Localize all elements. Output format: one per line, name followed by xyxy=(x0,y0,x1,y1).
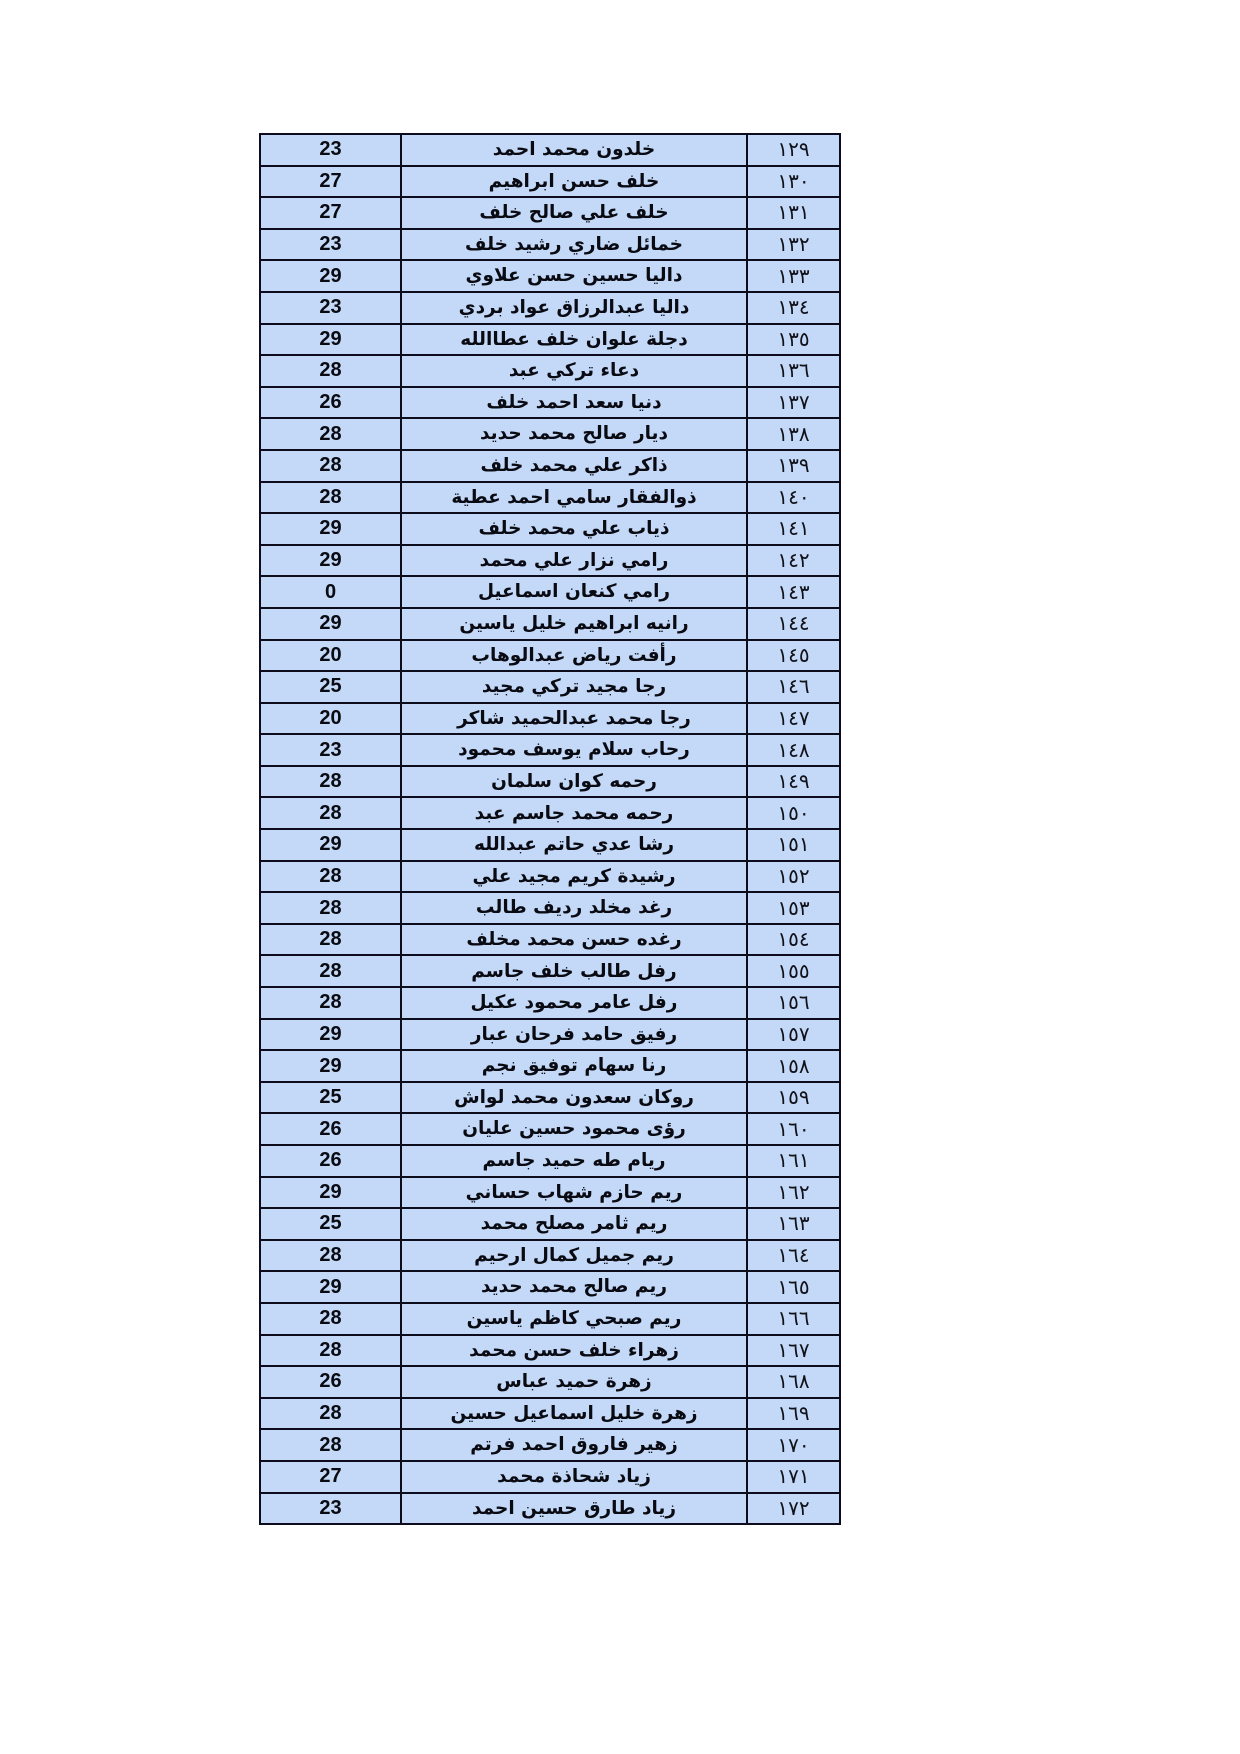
score-cell: 27 xyxy=(260,166,401,198)
full-name-cell: رجا مجيد تركي مجيد xyxy=(401,671,747,703)
table-row xyxy=(260,197,840,229)
score-cell: 29 xyxy=(260,1177,401,1209)
sequence-number-cell: ١٣٠ xyxy=(747,166,840,198)
sequence-number-cell: ١٧٢ xyxy=(747,1493,840,1525)
sequence-number-cell: ١٣٨ xyxy=(747,418,840,450)
table-row xyxy=(260,260,840,292)
table-row xyxy=(260,1335,840,1367)
score-cell: 26 xyxy=(260,387,401,419)
score-cell: 29 xyxy=(260,324,401,356)
full-name-cell: زهراء خلف حسن محمد xyxy=(401,1335,747,1367)
table-row xyxy=(260,1145,840,1177)
table-row xyxy=(260,576,840,608)
table-row xyxy=(260,387,840,419)
table-row xyxy=(260,1461,840,1493)
table-row xyxy=(260,482,840,514)
full-name-cell: رشيدة كريم مجيد علي xyxy=(401,861,747,893)
sequence-number-cell: ١٥٢ xyxy=(747,861,840,893)
full-name-cell: رفل عامر محمود عكيل xyxy=(401,987,747,1019)
sequence-number-cell: ١٦٧ xyxy=(747,1335,840,1367)
sequence-number-cell: ١٣٢ xyxy=(747,229,840,261)
full-name-cell: رنا سهام توفيق نجم xyxy=(401,1050,747,1082)
table-row xyxy=(260,797,840,829)
table-row xyxy=(260,703,840,735)
sequence-number-cell: ١٦٨ xyxy=(747,1366,840,1398)
full-name-cell: ذاكر علي محمد خلف xyxy=(401,450,747,482)
score-cell: 29 xyxy=(260,1050,401,1082)
score-cell: 25 xyxy=(260,1082,401,1114)
table-row xyxy=(260,1082,840,1114)
sequence-number-cell: ١٣٩ xyxy=(747,450,840,482)
sequence-number-cell: ١٦٠ xyxy=(747,1113,840,1145)
table-row xyxy=(260,1303,840,1335)
score-cell: 0 xyxy=(260,576,401,608)
sequence-number-cell: ١٤٤ xyxy=(747,608,840,640)
sequence-number-cell: ١٣٦ xyxy=(747,355,840,387)
sequence-number-cell: ١٦٢ xyxy=(747,1177,840,1209)
score-cell: 28 xyxy=(260,482,401,514)
full-name-cell: زهرة خليل اسماعيل حسين xyxy=(401,1398,747,1430)
table-row xyxy=(260,608,840,640)
table-row xyxy=(260,734,840,766)
sequence-number-cell: ١٤٦ xyxy=(747,671,840,703)
full-name-cell: رغده حسن محمد مخلف xyxy=(401,924,747,956)
score-cell: 29 xyxy=(260,829,401,861)
full-name-cell: داليا عبدالرزاق عواد بردي xyxy=(401,292,747,324)
table-row xyxy=(260,987,840,1019)
sequence-number-cell: ١٤٢ xyxy=(747,545,840,577)
full-name-cell: رأفت رياض عبدالوهاب xyxy=(401,640,747,672)
score-cell: 23 xyxy=(260,734,401,766)
table-row xyxy=(260,1113,840,1145)
sequence-number-cell: ١٤٠ xyxy=(747,482,840,514)
table-row xyxy=(260,861,840,893)
score-cell: 28 xyxy=(260,1429,401,1461)
sequence-number-cell: ١٤١ xyxy=(747,513,840,545)
sequence-number-cell: ١٤٨ xyxy=(747,734,840,766)
sequence-number-cell: ١٤٣ xyxy=(747,576,840,608)
score-cell: 23 xyxy=(260,292,401,324)
full-name-cell: رفيق حامد فرحان عبار xyxy=(401,1019,747,1051)
sequence-number-cell: ١٦١ xyxy=(747,1145,840,1177)
full-name-cell: خلدون محمد احمد xyxy=(401,134,747,166)
table-row xyxy=(260,829,840,861)
table-row xyxy=(260,418,840,450)
full-name-cell: دجلة علوان خلف عطاالله xyxy=(401,324,747,356)
sequence-number-cell: ١٤٩ xyxy=(747,766,840,798)
full-name-cell: دعاء تركي عبد xyxy=(401,355,747,387)
full-name-cell: رانيه ابراهيم خليل ياسين xyxy=(401,608,747,640)
full-name-cell: رحمه محمد جاسم عبد xyxy=(401,797,747,829)
table-row xyxy=(260,1019,840,1051)
sequence-number-cell: ١٣٥ xyxy=(747,324,840,356)
full-name-cell: ريام طه حميد جاسم xyxy=(401,1145,747,1177)
full-name-cell: رغد مخلد رديف طالب xyxy=(401,892,747,924)
table-row xyxy=(260,229,840,261)
score-cell: 28 xyxy=(260,1240,401,1272)
score-cell: 26 xyxy=(260,1145,401,1177)
full-name-cell: رحمه كوان سلمان xyxy=(401,766,747,798)
sequence-number-cell: ١٦٦ xyxy=(747,1303,840,1335)
full-name-cell: زياد شحاذة محمد xyxy=(401,1461,747,1493)
sequence-number-cell: ١٢٩ xyxy=(747,134,840,166)
score-cell: 23 xyxy=(260,229,401,261)
table-row xyxy=(260,1208,840,1240)
names-score-table xyxy=(259,133,841,1525)
table-row xyxy=(260,450,840,482)
table-row xyxy=(260,892,840,924)
score-cell: 29 xyxy=(260,513,401,545)
table-row xyxy=(260,134,840,166)
full-name-cell: ريم حازم شهاب حساني xyxy=(401,1177,747,1209)
table-row xyxy=(260,1429,840,1461)
full-name-cell: رامي نزار علي محمد xyxy=(401,545,747,577)
sequence-number-cell: ١٧١ xyxy=(747,1461,840,1493)
full-name-cell: رجا محمد عبدالحميد شاكر xyxy=(401,703,747,735)
sequence-number-cell: ١٥٣ xyxy=(747,892,840,924)
full-name-cell: ريم جميل كمال ارحيم xyxy=(401,1240,747,1272)
full-name-cell: خلف علي صالح خلف xyxy=(401,197,747,229)
score-cell: 26 xyxy=(260,1366,401,1398)
table-row xyxy=(260,1398,840,1430)
table-body xyxy=(260,134,840,1524)
full-name-cell: رفل طالب خلف جاسم xyxy=(401,955,747,987)
full-name-cell: زياد طارق حسين احمد xyxy=(401,1493,747,1525)
table-row xyxy=(260,1271,840,1303)
score-cell: 27 xyxy=(260,1461,401,1493)
full-name-cell: ديار صالح محمد حديد xyxy=(401,418,747,450)
table-row xyxy=(260,324,840,356)
full-name-cell: ريم صالح محمد حديد xyxy=(401,1271,747,1303)
score-cell: 28 xyxy=(260,861,401,893)
sequence-number-cell: ١٥٨ xyxy=(747,1050,840,1082)
sequence-number-cell: ١٥٧ xyxy=(747,1019,840,1051)
score-cell: 28 xyxy=(260,1335,401,1367)
score-cell: 29 xyxy=(260,1019,401,1051)
sequence-number-cell: ١٥٠ xyxy=(747,797,840,829)
full-name-cell: زهير فاروق احمد فرتم xyxy=(401,1429,747,1461)
table-row xyxy=(260,924,840,956)
sequence-number-cell: ١٥١ xyxy=(747,829,840,861)
full-name-cell: زهرة حميد عباس xyxy=(401,1366,747,1398)
table-row xyxy=(260,640,840,672)
score-cell: 23 xyxy=(260,134,401,166)
score-cell: 27 xyxy=(260,197,401,229)
sequence-number-cell: ١٦٥ xyxy=(747,1271,840,1303)
sequence-number-cell: ١٤٧ xyxy=(747,703,840,735)
full-name-cell: ذياب علي محمد خلف xyxy=(401,513,747,545)
table-row xyxy=(260,955,840,987)
sequence-number-cell: ١٣٣ xyxy=(747,260,840,292)
score-cell: 25 xyxy=(260,671,401,703)
sequence-number-cell: ١٦٣ xyxy=(747,1208,840,1240)
score-cell: 29 xyxy=(260,260,401,292)
score-cell: 20 xyxy=(260,640,401,672)
full-name-cell: ريم ثامر مصلح محمد xyxy=(401,1208,747,1240)
sequence-number-cell: ١٥٥ xyxy=(747,955,840,987)
score-cell: 28 xyxy=(260,1398,401,1430)
score-cell: 28 xyxy=(260,450,401,482)
sequence-number-cell: ١٥٤ xyxy=(747,924,840,956)
table-row xyxy=(260,1240,840,1272)
names-table-container xyxy=(261,133,841,1525)
table-row xyxy=(260,166,840,198)
sequence-number-cell: ١٤٥ xyxy=(747,640,840,672)
full-name-cell: ريم صبحي كاظم ياسين xyxy=(401,1303,747,1335)
sequence-number-cell: ١٧٠ xyxy=(747,1429,840,1461)
score-cell: 29 xyxy=(260,545,401,577)
full-name-cell: داليا حسين حسن علاوي xyxy=(401,260,747,292)
score-cell: 28 xyxy=(260,355,401,387)
sequence-number-cell: ١٥٩ xyxy=(747,1082,840,1114)
sequence-number-cell: ١٥٦ xyxy=(747,987,840,1019)
score-cell: 28 xyxy=(260,766,401,798)
score-cell: 28 xyxy=(260,955,401,987)
score-cell: 29 xyxy=(260,1271,401,1303)
score-cell: 28 xyxy=(260,418,401,450)
score-cell: 29 xyxy=(260,608,401,640)
full-name-cell: روكان سعدون محمد لواش xyxy=(401,1082,747,1114)
table-row xyxy=(260,1050,840,1082)
full-name-cell: رحاب سلام يوسف محمود xyxy=(401,734,747,766)
score-cell: 28 xyxy=(260,1303,401,1335)
score-cell: 23 xyxy=(260,1493,401,1525)
full-name-cell: خلف حسن ابراهيم xyxy=(401,166,747,198)
table-row xyxy=(260,1177,840,1209)
full-name-cell: دنيا سعد احمد خلف xyxy=(401,387,747,419)
sequence-number-cell: ١٣١ xyxy=(747,197,840,229)
score-cell: 28 xyxy=(260,924,401,956)
score-cell: 28 xyxy=(260,797,401,829)
score-cell: 28 xyxy=(260,892,401,924)
table-row xyxy=(260,545,840,577)
table-row xyxy=(260,1493,840,1525)
score-cell: 26 xyxy=(260,1113,401,1145)
sequence-number-cell: ١٣٧ xyxy=(747,387,840,419)
full-name-cell: رامي كنعان اسماعيل xyxy=(401,576,747,608)
full-name-cell: رشا عدي حاتم عبدالله xyxy=(401,829,747,861)
full-name-cell: رؤى محمود حسين عليان xyxy=(401,1113,747,1145)
score-cell: 20 xyxy=(260,703,401,735)
table-row xyxy=(260,1366,840,1398)
sequence-number-cell: ١٣٤ xyxy=(747,292,840,324)
table-row xyxy=(260,766,840,798)
score-cell: 25 xyxy=(260,1208,401,1240)
sequence-number-cell: ١٦٤ xyxy=(747,1240,840,1272)
sequence-number-cell: ١٦٩ xyxy=(747,1398,840,1430)
table-row xyxy=(260,292,840,324)
table-row xyxy=(260,671,840,703)
table-row xyxy=(260,513,840,545)
full-name-cell: خمائل ضاري رشيد خلف xyxy=(401,229,747,261)
table-row xyxy=(260,355,840,387)
score-cell: 28 xyxy=(260,987,401,1019)
full-name-cell: ذوالفقار سامي احمد عطية xyxy=(401,482,747,514)
